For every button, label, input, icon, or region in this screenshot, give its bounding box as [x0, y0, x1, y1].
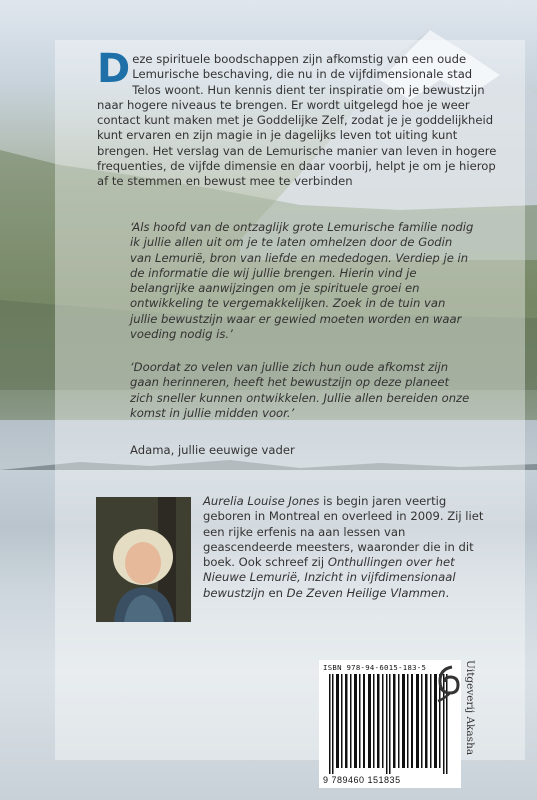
- quote-2: ‘Doordat zo velen van jullie zich hun oude afkomst zijn gaan herinneren, heeft het bewustzijn op deze planeet zich sneller kunnen ontwikkelen. Jullie allen bereiden onze komst in jullie midden voor.’: [130, 360, 470, 420]
- book-title-2: De Zeven Heilige Vlammen: [286, 585, 446, 600]
- intro-paragraph: [97, 46, 497, 190]
- quote-signature: Adama, jullie eeuwige vader: [130, 443, 295, 457]
- quote-1: ‘Als hoofd van de ontzaglijk grote Lemurische familie nodig ik jullie allen uit om je te laten omhelzen door de Godin van Lemurië, bron van liefde en mededogen. Verdiep je in de informatie die wij jullie brengen. Hierin vind je belangrijke aanwijzingen om je spirituele groei en ontwikkeling te vergemakkelijken. Zoek in de tuin van jullie bewustzijn waar er gewied moeten worden en waar voeding nodig is.’: [130, 220, 474, 342]
- publisher-name: Uitgeverij Akasha: [464, 660, 476, 756]
- isbn-label: ISBN 978-94-6015-183-5: [323, 663, 427, 672]
- drop-cap: D: [97, 46, 131, 92]
- intro-text: eze spirituele boodschappen zijn afkomstig van een oude Lemurische beschaving, die nu in de vijfdimensionale stad Telos woont. Hun kennis dient ter inspiratie om je bewustzijn naar hogere niveaus te brengen. Er wordt uitgelegd hoe je weer contact kunt maken met je Goddelijke Zelf, zodat je je goddelijkheid kunt ervaren en zijn magie in je dagelijks leven tot uiting kunt brengen. Het verslag van de Lemurische manier van leven in hogere frequenties, de vijfde dimensie en daar voorbij, helpt je om je hierop af te stemmen en bewust mee te verbinden: [97, 52, 497, 189]
- author-name: Aurelia Louise Jones: [203, 494, 320, 508]
- book-title-1: Onthullingen over het Nieuwe Lemurië, Inzicht in vijfdimensionaal bewustzijn: [203, 555, 456, 600]
- author-photo-icon: [96, 497, 191, 622]
- author-bio: Aurelia Louise Jones is begin jaren veertig geboren in Montreal en overleed in 2009. Zij liet een rijke erfenis na aan lessen van geascendeerde meesters, waaronder die in dit boek. Ook schreef zij Onthullingen over het Nieuwe Lemurië, Inzicht in vijfdimensionaal bewustzijn en De Zeven Heilige Vlammen.: [203, 494, 484, 600]
- akasha-logo-icon: [434, 663, 464, 703]
- barcode-digits: 9 789460 151835: [323, 775, 401, 785]
